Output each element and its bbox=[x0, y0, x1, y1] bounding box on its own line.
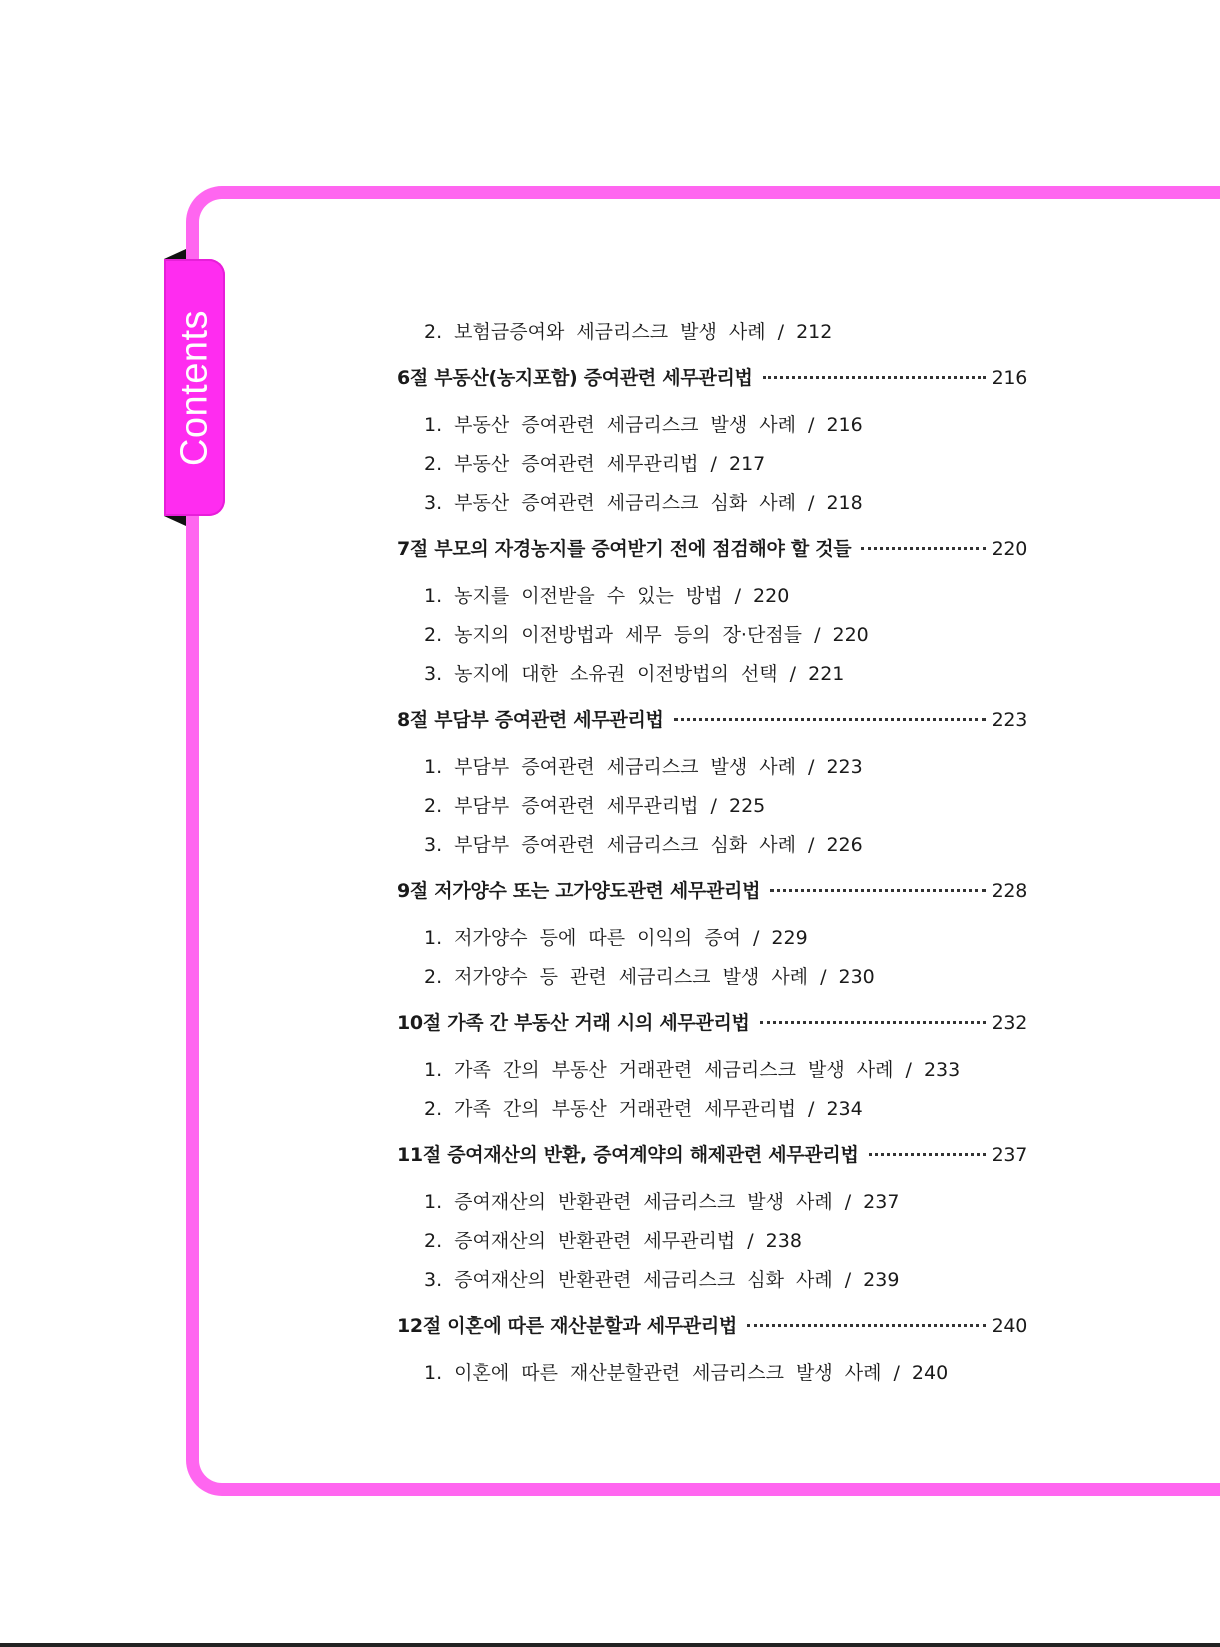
chapter-title: 10절 가족 간 부동산 거래 시의 세무관리법 bbox=[397, 1012, 750, 1034]
dot-leader bbox=[763, 376, 986, 379]
toc-item-label: 3. 농지에 대한 소유권 이전방법의 선택 / 221 bbox=[424, 663, 845, 685]
toc-item[interactable] bbox=[397, 1261, 1027, 1300]
dot-leader bbox=[770, 889, 985, 892]
toc-item-label: 1. 이혼에 따른 재산분할관련 세금리스크 발생 사례 / 240 bbox=[424, 1362, 949, 1384]
toc-chapter[interactable] bbox=[397, 1132, 1027, 1179]
table-of-contents bbox=[397, 313, 1027, 1393]
toc-item-label: 1. 가족 간의 부동산 거래관련 세금리스크 발생 사례 / 233 bbox=[424, 1059, 961, 1081]
toc-item-label: 1. 농지를 이전받을 수 있는 방법 / 220 bbox=[424, 585, 790, 607]
toc-item-label: 1. 부담부 증여관련 세금리스크 발생 사례 / 223 bbox=[424, 756, 863, 778]
toc-chapter[interactable] bbox=[397, 697, 1027, 744]
toc-chapter[interactable] bbox=[397, 1303, 1027, 1350]
toc-chapter[interactable] bbox=[397, 1000, 1027, 1047]
chapter-title: 6절 부동산(농지포함) 증여관련 세무관리법 bbox=[397, 367, 753, 389]
tab-notch-top bbox=[164, 249, 186, 259]
contents-tab-label: Contents bbox=[173, 309, 215, 466]
toc-item[interactable] bbox=[397, 1222, 1027, 1261]
chapter-title: 8절 부담부 증여관련 세무관리법 bbox=[397, 709, 664, 731]
toc-item[interactable] bbox=[397, 577, 1027, 616]
contents-tab bbox=[164, 259, 225, 516]
chapter-page-number: 223 bbox=[991, 709, 1027, 731]
tab-notch-bottom bbox=[164, 516, 186, 526]
toc-item[interactable] bbox=[397, 1354, 1027, 1393]
chapter-page-number: 228 bbox=[991, 880, 1027, 902]
toc-item-label: 2. 보험금증여와 세금리스크 발생 사례 / 212 bbox=[424, 321, 833, 343]
dot-leader bbox=[747, 1324, 986, 1327]
toc-item[interactable] bbox=[397, 919, 1027, 958]
toc-item-label: 1. 부동산 증여관련 세금리스크 발생 사례 / 216 bbox=[424, 414, 863, 436]
chapter-page-number: 237 bbox=[991, 1144, 1027, 1166]
toc-item[interactable] bbox=[397, 616, 1027, 655]
toc-item[interactable] bbox=[397, 655, 1027, 694]
toc-item-label: 2. 부동산 증여관련 세무관리법 / 217 bbox=[424, 453, 766, 475]
page-bottom-rule bbox=[0, 1643, 1220, 1647]
toc-chapter[interactable] bbox=[397, 355, 1027, 402]
toc-item-label: 1. 저가양수 등에 따른 이익의 증여 / 229 bbox=[424, 927, 808, 949]
toc-item-label: 2. 저가양수 등 관련 세금리스크 발생 사례 / 230 bbox=[424, 966, 875, 988]
toc-chapter[interactable] bbox=[397, 868, 1027, 915]
toc-item-label: 2. 가족 간의 부동산 거래관련 세무관리법 / 234 bbox=[424, 1098, 863, 1120]
chapter-title: 9절 저가양수 또는 고가양도관련 세무관리법 bbox=[397, 880, 761, 902]
dot-leader bbox=[760, 1021, 986, 1024]
toc-item[interactable] bbox=[397, 748, 1027, 787]
chapter-title: 11절 증여재산의 반환, 증여계약의 해제관련 세무관리법 bbox=[397, 1144, 859, 1166]
toc-item[interactable] bbox=[397, 1090, 1027, 1129]
toc-item[interactable] bbox=[397, 787, 1027, 826]
chapter-title: 12절 이혼에 따른 재산분할과 세무관리법 bbox=[397, 1315, 737, 1337]
toc-item[interactable] bbox=[397, 445, 1027, 484]
dot-leader bbox=[674, 718, 986, 721]
toc-item-label: 2. 농지의 이전방법과 세무 등의 장·단점들 / 220 bbox=[424, 624, 869, 646]
toc-item-label: 2. 부담부 증여관련 세무관리법 / 225 bbox=[424, 795, 766, 817]
chapter-page-number: 220 bbox=[991, 538, 1027, 560]
toc-item[interactable] bbox=[397, 1051, 1027, 1090]
toc-item[interactable] bbox=[397, 406, 1027, 445]
chapter-page-number: 232 bbox=[991, 1012, 1027, 1034]
toc-item[interactable] bbox=[397, 1183, 1027, 1222]
toc-item[interactable] bbox=[397, 313, 1027, 352]
toc-item[interactable] bbox=[397, 484, 1027, 523]
dot-leader bbox=[869, 1153, 986, 1156]
toc-item-label: 1. 증여재산의 반환관련 세금리스크 발생 사례 / 237 bbox=[424, 1191, 900, 1213]
toc-item-label: 3. 부동산 증여관련 세금리스크 심화 사례 / 218 bbox=[424, 492, 863, 514]
toc-item-label: 2. 증여재산의 반환관련 세무관리법 / 238 bbox=[424, 1230, 802, 1252]
toc-item[interactable] bbox=[397, 958, 1027, 997]
toc-item[interactable] bbox=[397, 826, 1027, 865]
chapter-title: 7절 부모의 자경농지를 증여받기 전에 점검해야 할 것들 bbox=[397, 538, 852, 560]
toc-item-label: 3. 증여재산의 반환관련 세금리스크 심화 사례 / 239 bbox=[424, 1269, 900, 1291]
chapter-page-number: 216 bbox=[991, 367, 1027, 389]
toc-item-label: 3. 부담부 증여관련 세금리스크 심화 사례 / 226 bbox=[424, 834, 863, 856]
toc-chapter[interactable] bbox=[397, 526, 1027, 573]
dot-leader bbox=[861, 547, 985, 550]
chapter-page-number: 240 bbox=[991, 1315, 1027, 1337]
